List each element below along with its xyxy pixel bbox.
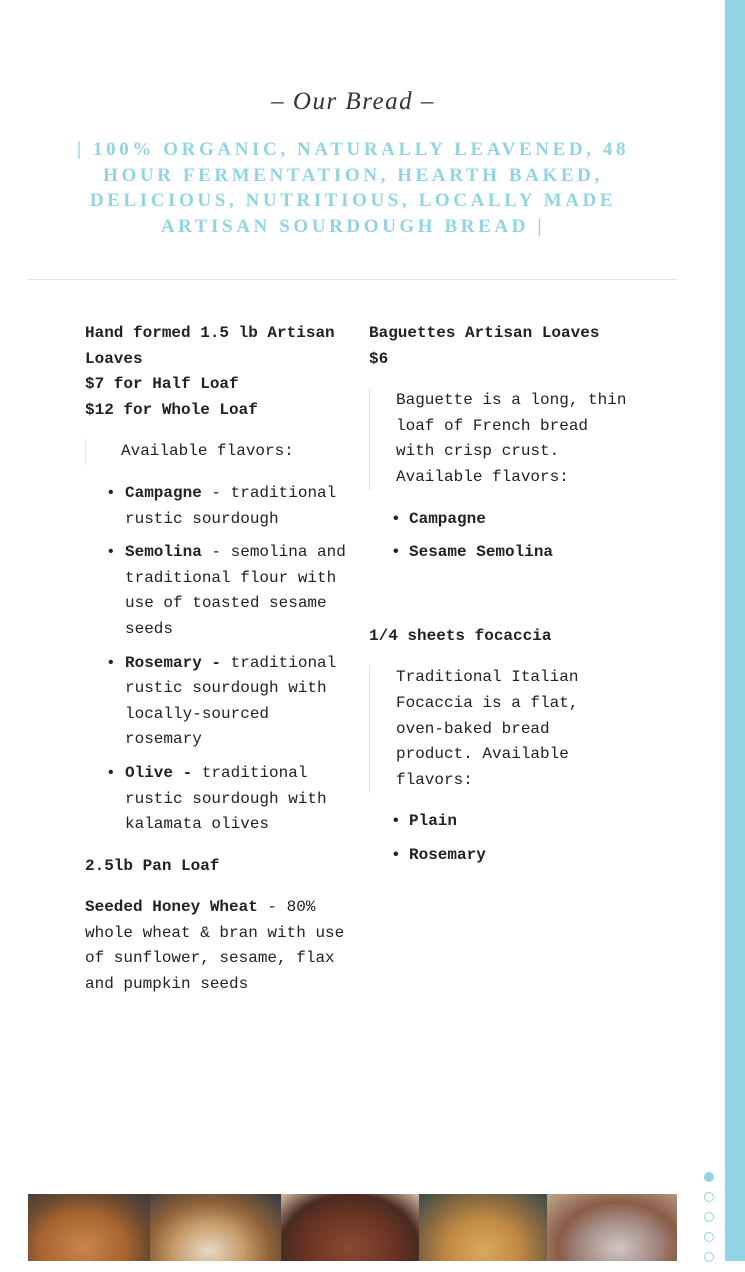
baguette-flavors-list — [369, 507, 629, 566]
bread-gallery — [28, 1194, 677, 1261]
list-item: • Campagne — [409, 507, 629, 533]
list-item: • Plain — [409, 809, 629, 835]
gallery-image[interactable] — [281, 1194, 419, 1261]
baguette-heading: Baguettes Artisan Loaves — [369, 324, 600, 342]
artisan-flavors-list — [85, 481, 347, 838]
flavor-name: Semolina — [125, 543, 202, 562]
flavor-name: Campagne — [125, 483, 202, 502]
pagination-dot[interactable] — [704, 1212, 714, 1222]
section-divider — [28, 279, 677, 280]
artisan-loaves-heading: Hand formed 1.5 lb Artisan Loaves — [85, 324, 335, 368]
flavor-desc: semolina and traditional flour with use of toasted sesame seeds — [125, 543, 346, 638]
focaccia-heading: 1/4 sheets focaccia — [369, 626, 552, 645]
flavor-name: Olive - — [125, 763, 193, 782]
right-accent-bar — [725, 0, 745, 1261]
flavor-desc: traditional rustic sourdough with locally-sourced rosemary — [125, 653, 337, 749]
artisan-loaves-column — [85, 321, 347, 998]
gallery-image[interactable] — [28, 1194, 150, 1261]
focaccia-desc: Traditional Italian Focaccia is a flat, oven-baked bread product. Available flavors: — [396, 668, 579, 789]
pagination-dot[interactable] — [704, 1192, 714, 1202]
pan-item-desc: - 80% whole wheat & bran with use of sunflower, sesame, flax and pumpkin seeds — [85, 898, 345, 994]
flavors-blockquote — [85, 439, 347, 465]
gallery-image[interactable] — [547, 1194, 677, 1261]
flavor-desc: traditional rustic sourdough with kalamata olives — [125, 763, 327, 834]
focaccia-blockquote — [369, 665, 629, 793]
focaccia-flavors-list — [369, 809, 629, 868]
list-item — [125, 651, 347, 753]
whole-loaf-price: $12 for Whole Loaf — [85, 400, 258, 419]
gallery-image[interactable] — [150, 1194, 281, 1261]
baguette-desc: Baguette is a long, thin loaf of French bread with crisp crust. Available flavors: — [396, 391, 627, 486]
pan-item-name: Seeded Honey Wheat — [85, 898, 258, 917]
gallery-image[interactable] — [419, 1194, 547, 1261]
list-item — [125, 761, 347, 838]
pan-loaf-heading: 2.5lb Pan Loaf — [85, 856, 220, 875]
list-item: • Rosemary — [409, 843, 629, 869]
other-breads-column — [369, 321, 629, 877]
list-item: • Campagne - traditional rustic sourdough — [125, 481, 347, 532]
flavor-name: Rosemary - — [125, 653, 222, 672]
page-title: – Our Bread – — [271, 88, 435, 115]
half-loaf-price: $7 for Half Loaf — [85, 375, 239, 394]
flavor-desc: traditional rustic sourdough — [125, 483, 337, 528]
baguette-blockquote — [369, 388, 629, 490]
flavors-label: Available flavors: — [121, 442, 294, 461]
pagination-dot[interactable] — [704, 1172, 714, 1182]
section-pagination — [704, 1172, 716, 1272]
pan-loaf-item — [85, 895, 347, 997]
pagination-dot[interactable] — [704, 1232, 714, 1242]
tagline: | 100% ORGANIC, NATURALLY LEAVENED, 48 HOUR FERMENTATION, HEARTH BAKED, DELICIOUS, NUTRITIOUS, LOCALLY MADE ARTISAN SOURDOUGH BREAD | — [76, 139, 630, 237]
list-item: • Semolina - semolina and traditional flour with use of toasted sesame seeds — [125, 540, 347, 642]
list-item: • Sesame Semolina — [409, 540, 629, 566]
baguette-price: $6 — [369, 349, 389, 368]
